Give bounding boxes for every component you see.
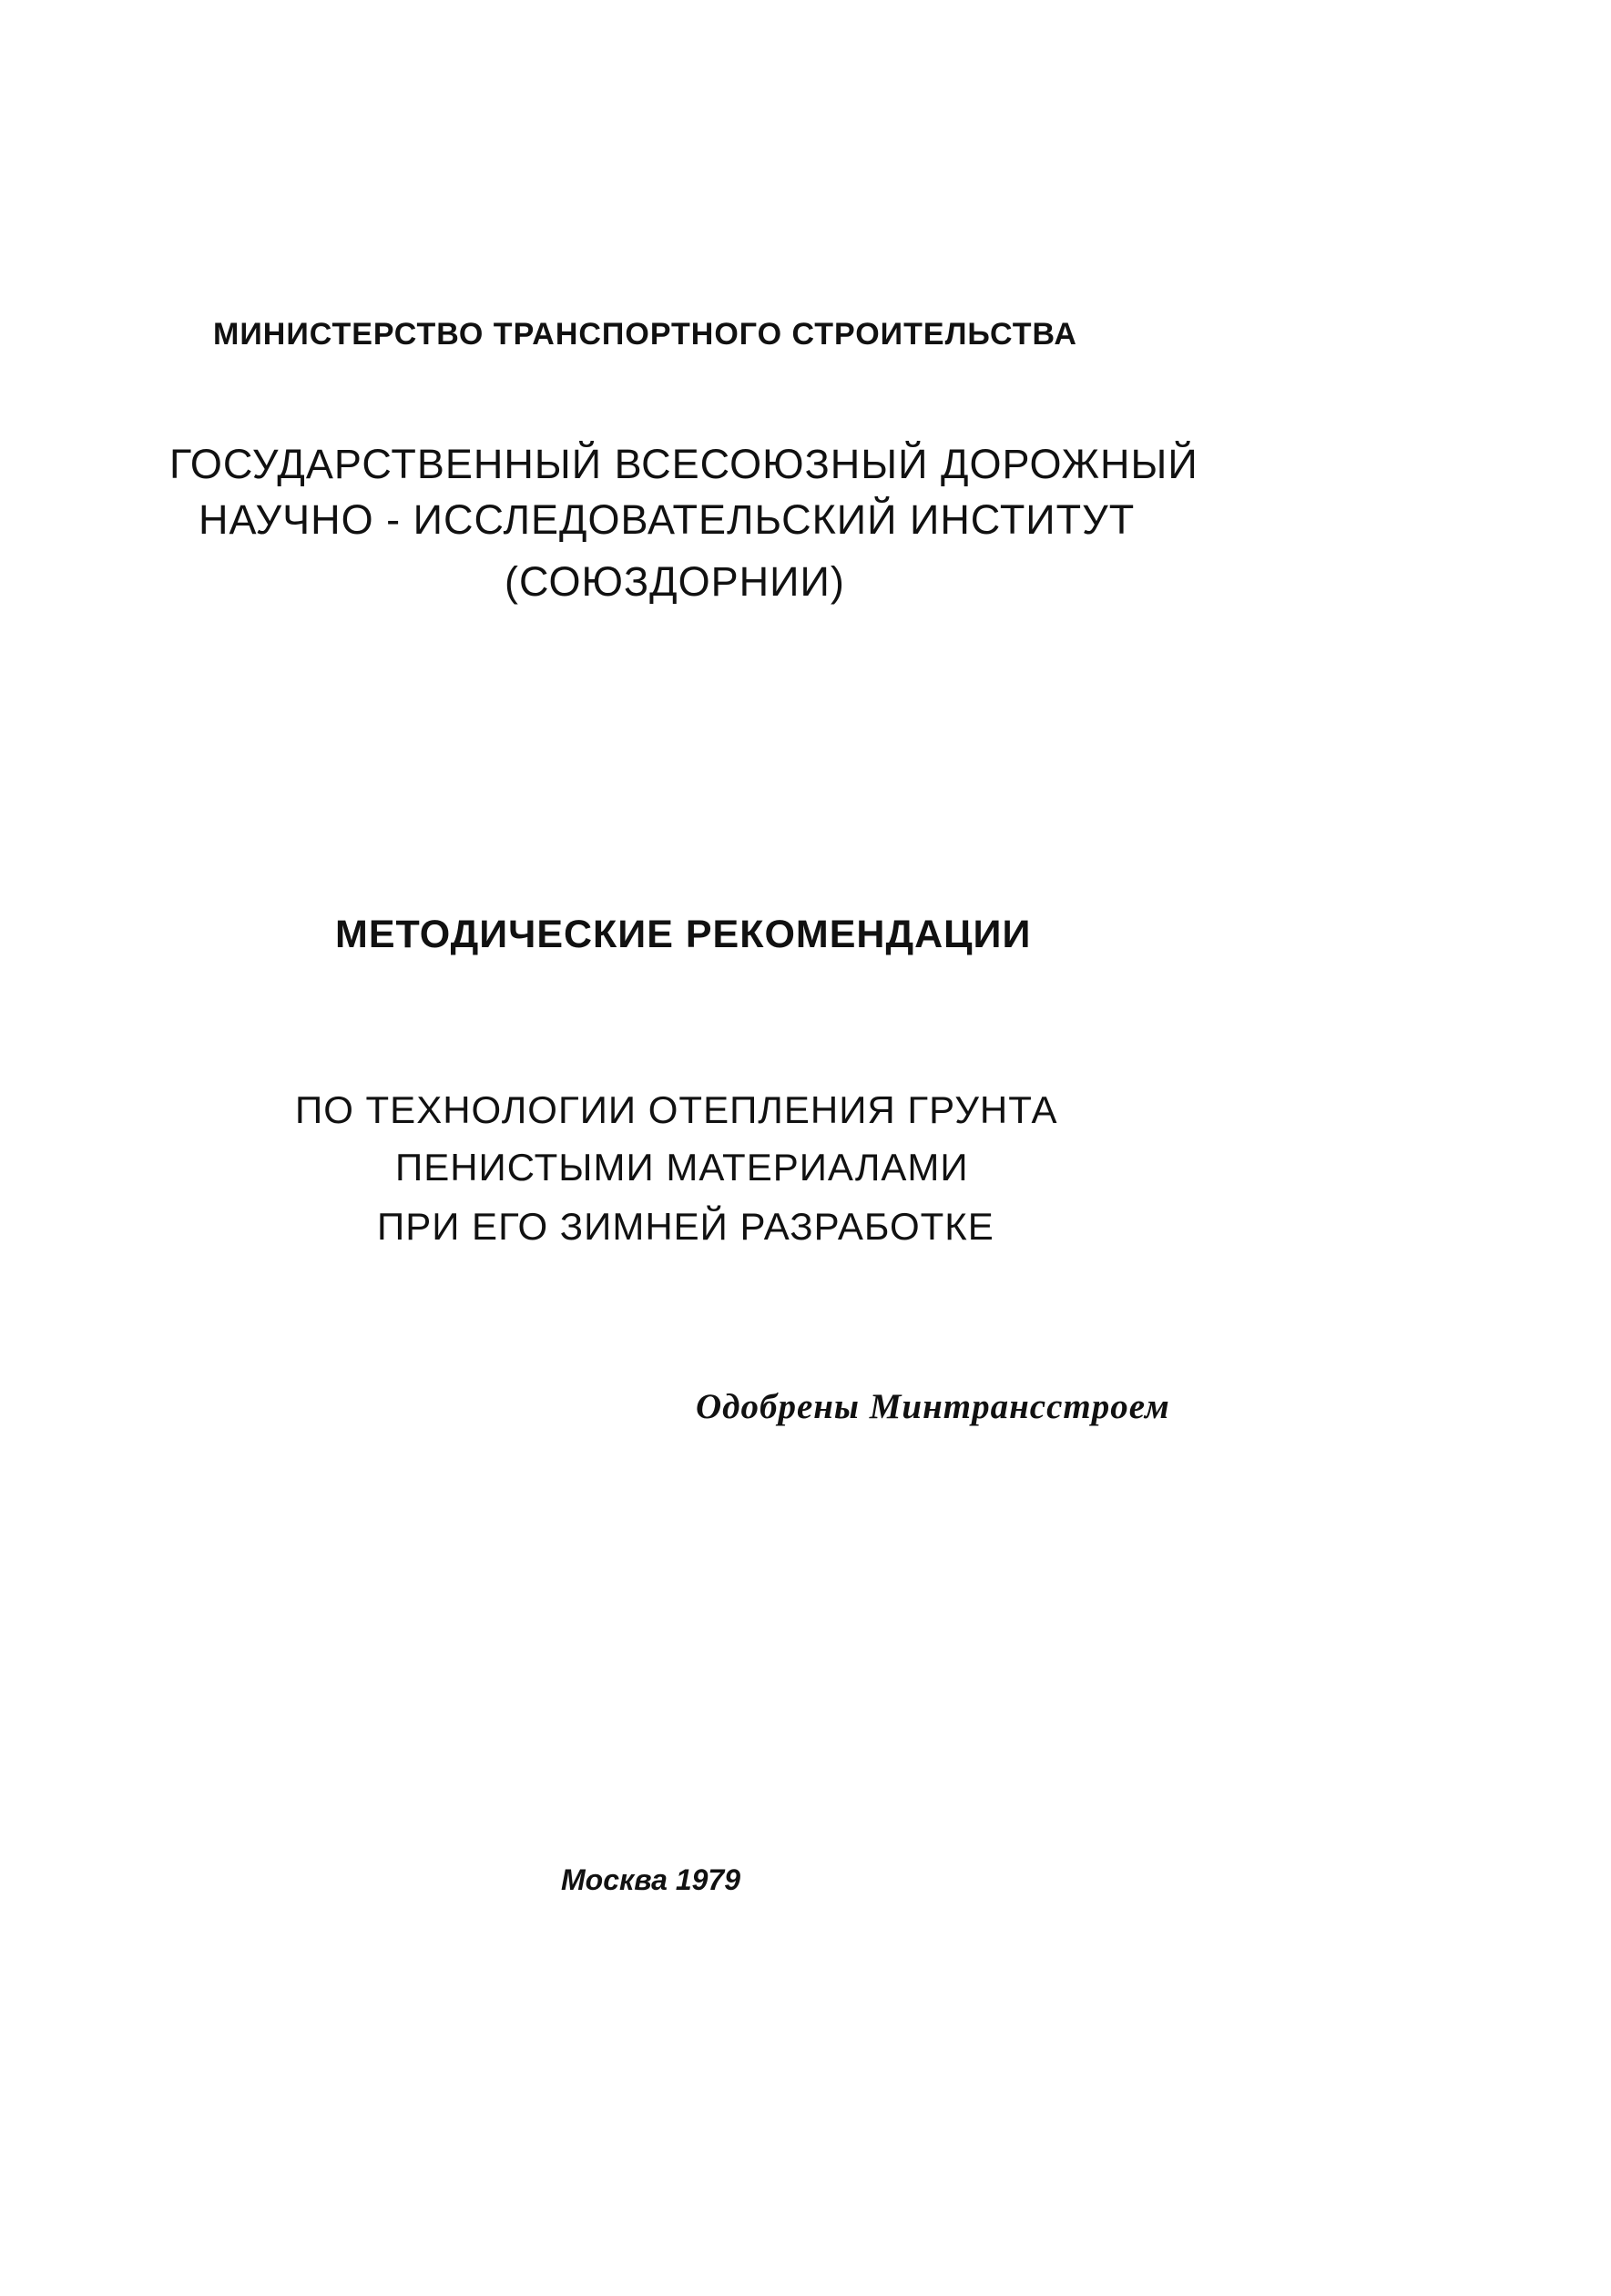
document-subtitle-line-3: ПРИ ЕГО ЗИМНЕЙ РАЗРАБОТКЕ xyxy=(377,1205,994,1248)
document-subtitle-line-2: ПЕНИСТЫМИ МАТЕРИАЛАМИ xyxy=(395,1146,969,1189)
document-type-title: МЕТОДИЧЕСКИЕ РЕКОМЕНДАЦИИ xyxy=(335,913,1032,956)
ministry-name: МИНИСТЕРСТВО ТРАНСПОРТНОГО СТРОИТЕЛЬСТВА xyxy=(213,317,1077,352)
place-and-year: Москва 1979 xyxy=(561,1863,740,1896)
institute-abbreviation: (СОЮЗДОРНИИ) xyxy=(505,558,845,605)
approval-note: Одобрены Минтрансстроем xyxy=(696,1387,1170,1426)
document-subtitle-line-1: ПО ТЕХНОЛОГИИ ОТЕПЛЕНИЯ ГРУНТА xyxy=(295,1088,1058,1131)
institute-name-line-2: НАУЧНО - ИССЛЕДОВАТЕЛЬСКИЙ ИНСТИТУТ xyxy=(199,496,1136,543)
institute-name-line-1: ГОСУДАРСТВЕННЫЙ ВСЕСОЮЗНЫЙ ДОРОЖНЫЙ xyxy=(169,441,1198,487)
